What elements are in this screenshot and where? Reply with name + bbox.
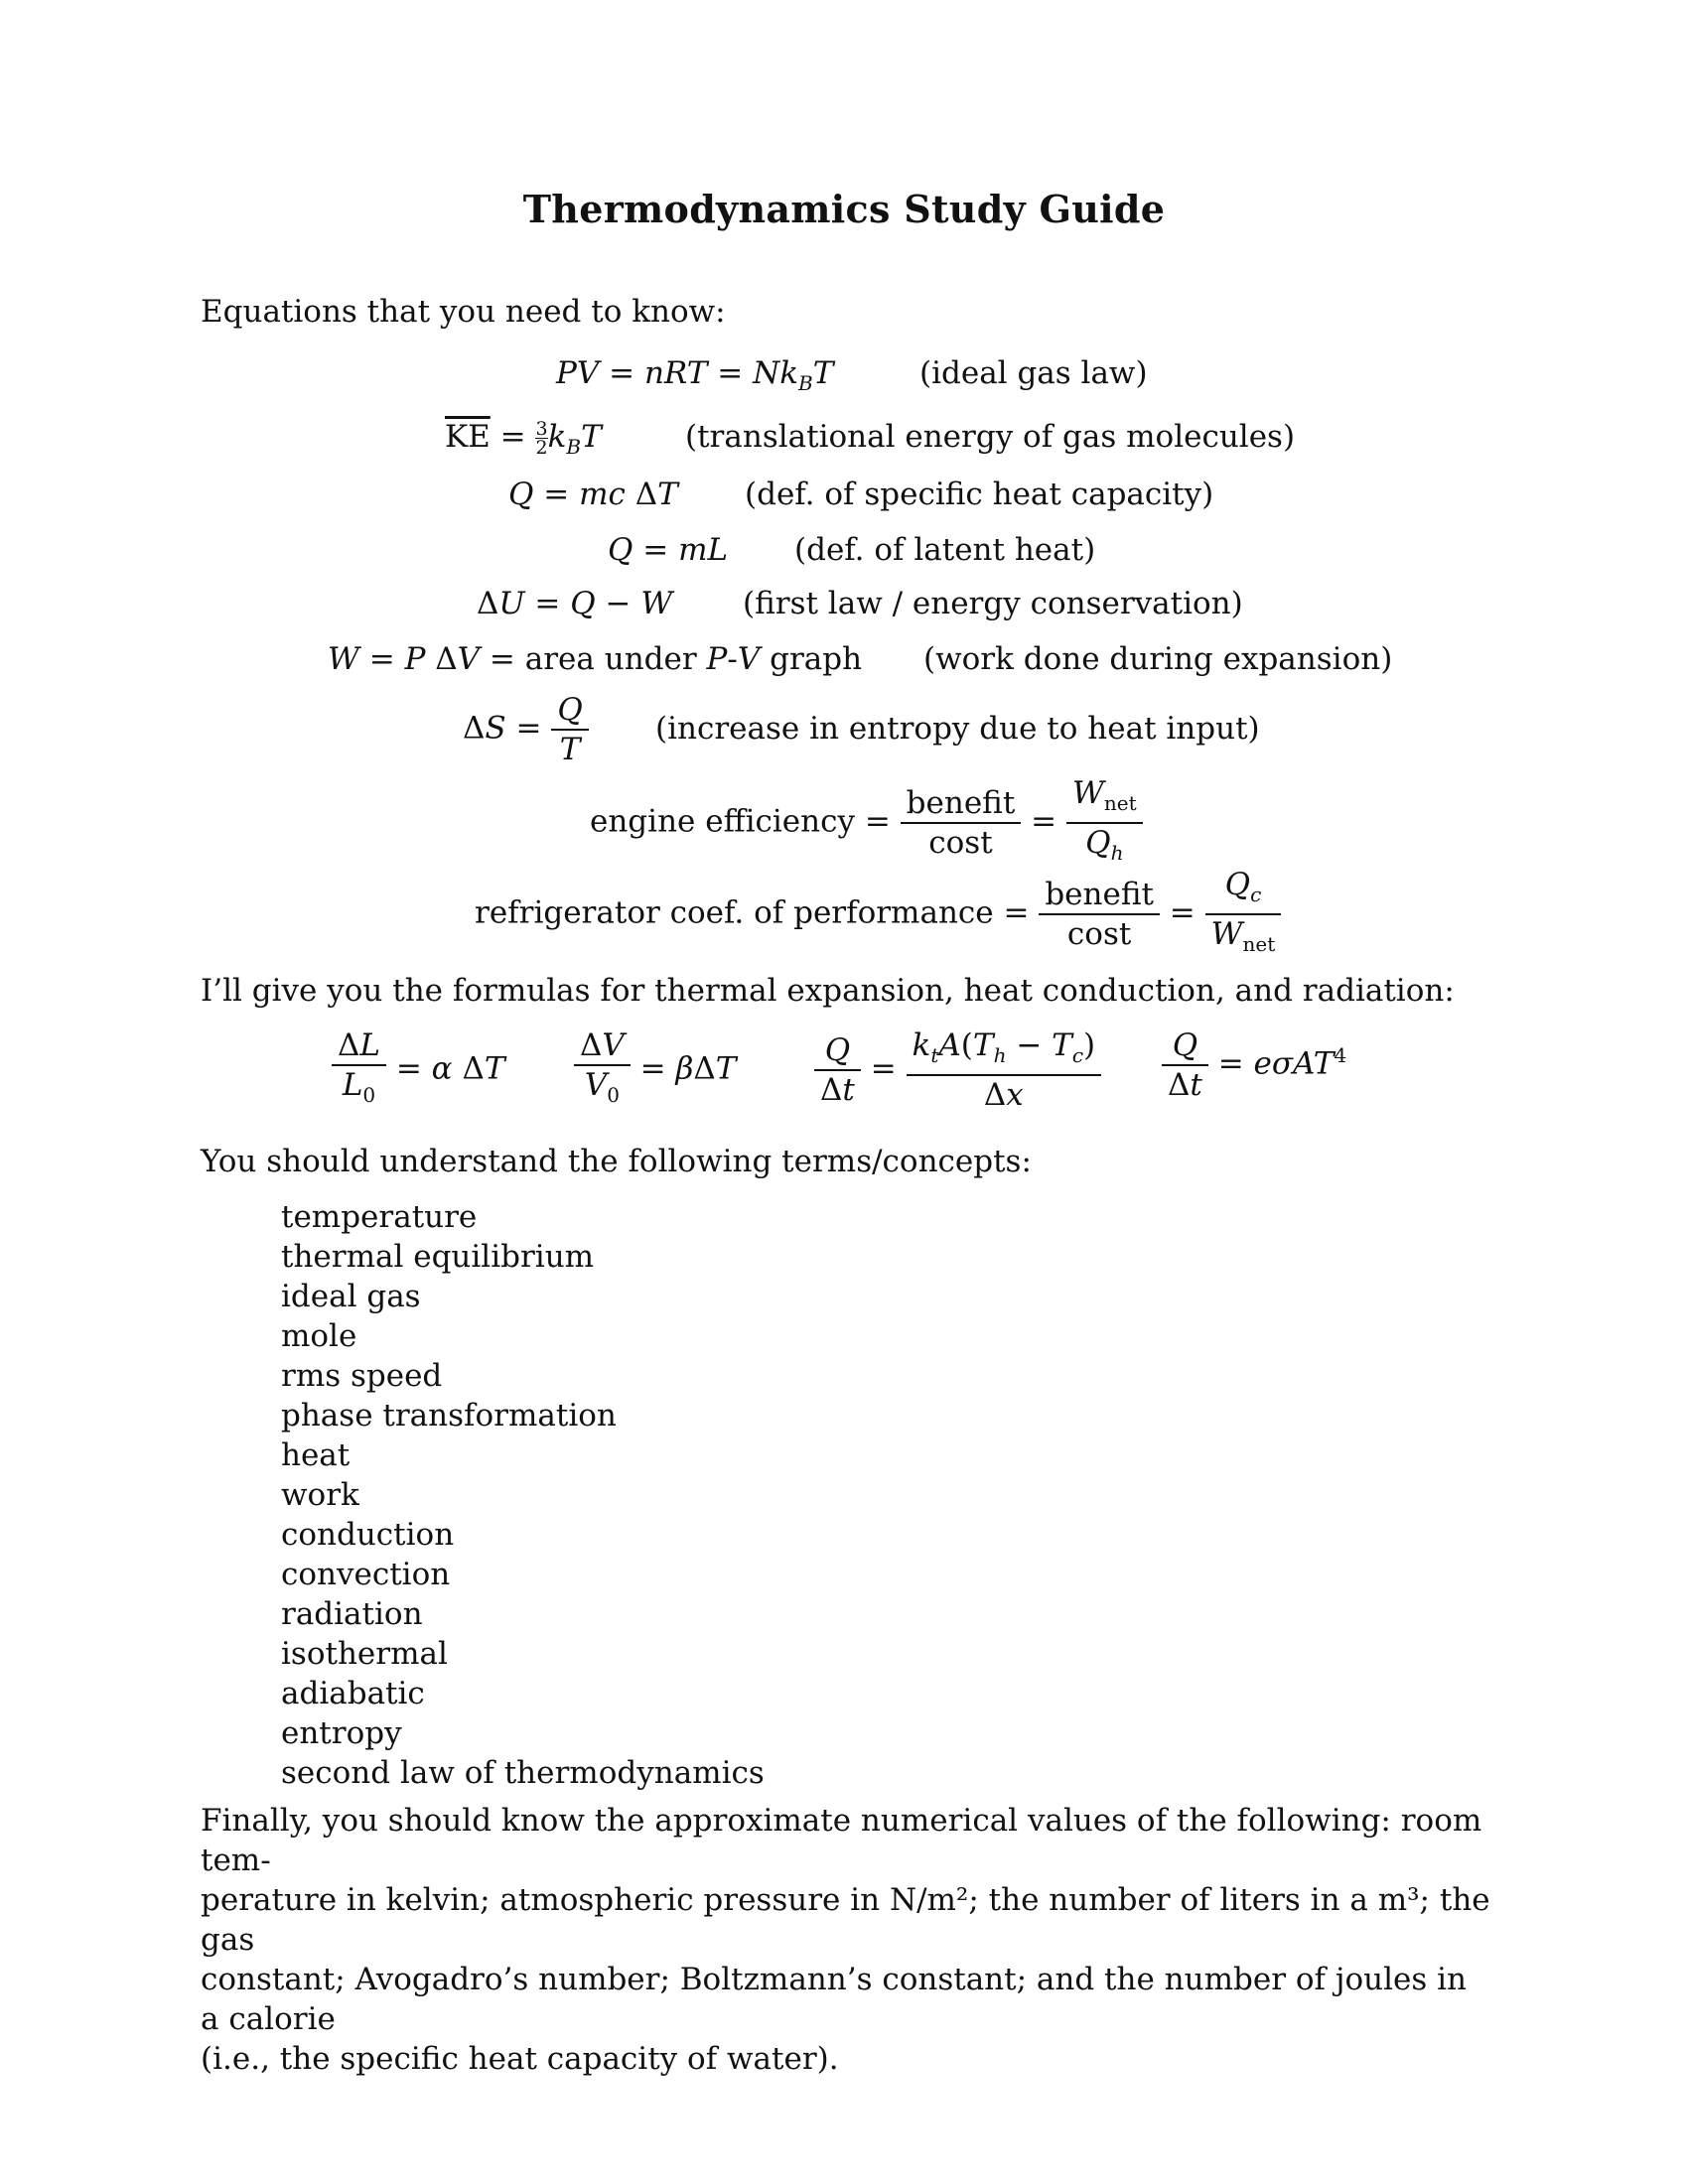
graph-text: graph: [770, 641, 863, 677]
paragraph-line: (i.e., the specific heat capacity of water).: [201, 2041, 839, 2077]
formula-heat-conduction: $\frac{Q}{\Delta t}$ = $\frac{k_tA(T_h - T_c)}{\Delta x}$: [814, 1026, 1101, 1114]
equation-description: (def. of latent heat): [794, 532, 1096, 568]
list-item: isothermal: [281, 1636, 448, 1672]
equation-description: (work done during expansion): [923, 641, 1393, 677]
benefit-text: benefit: [1045, 877, 1154, 913]
cost-text: cost: [1039, 913, 1160, 953]
formula-radiation: $\frac{Q}{\Delta t}$ = eσAT$^4$: [1162, 1026, 1346, 1104]
equation-ideal-gas: PV = nRT = $Nk_BT$: [556, 355, 834, 396]
cost-text: cost: [901, 822, 1022, 862]
list-item: phase transformation: [281, 1398, 617, 1433]
final-paragraph: [201, 1801, 1491, 2079]
list-item: rms speed: [281, 1358, 443, 1394]
equation-refrigerator-cop: refrigerator coef. of performance = $\frac{\text{benefit}}{\cos t}$ = $\frac{Q_c}{W_{net}}$: [475, 866, 1281, 963]
list-item: entropy: [281, 1715, 402, 1751]
list-item: thermal equilibrium: [281, 1239, 595, 1275]
list-item: radiation: [281, 1596, 423, 1632]
formula-linear-expansion: $\frac{\Delta L}{L_0}$ = α ΔT: [332, 1026, 505, 1114]
list-item: convection: [281, 1557, 451, 1592]
list-item: work: [281, 1477, 359, 1513]
benefit-text: benefit: [906, 785, 1016, 822]
equation-description: (def. of specific heat capacity): [745, 477, 1214, 512]
given-formulas-intro: I’ll give you the formulas for thermal expansion, heat conduction, and radiation:: [201, 973, 1455, 1009]
refrigerator-label: refrigerator coef. of performance: [475, 894, 994, 931]
list-item: ideal gas: [281, 1279, 421, 1314]
list-item: temperature: [281, 1199, 478, 1235]
concepts-list: [281, 1197, 765, 1793]
equation-description: (translational energy of gas molecules): [685, 419, 1296, 455]
list-item: second law of thermodynamics: [281, 1755, 765, 1791]
list-item: heat: [281, 1437, 351, 1473]
equation-engine-efficiency: engine efficiency = $\frac{\text{benefit}}{\cos t}$ = $\frac{W_{net}}{Q_h}$: [590, 774, 1143, 872]
equation-work: W = P ΔV = area under P-V graph: [328, 641, 863, 677]
equation-latent-heat: Q = mL: [608, 532, 729, 568]
page-title: Thermodynamics Study Guide: [522, 187, 1166, 231]
engine-efficiency-label: engine efficiency: [590, 803, 855, 840]
equations-intro: Equations that you need to know:: [201, 294, 726, 330]
list-item: mole: [281, 1318, 357, 1354]
paragraph-line: constant; Avogadro’s number; Boltzmann’s constant; and the number of joules in a calorie: [201, 1962, 1467, 2037]
equation-first-law: ΔU = Q − W: [477, 586, 673, 621]
equation-description: (first law / energy conservation): [743, 586, 1243, 621]
formula-volume-expansion: $\frac{\Delta V}{V_0}$ = βΔT: [574, 1026, 736, 1114]
area-under-text: area under: [524, 641, 697, 677]
concepts-intro: You should understand the following terms/concepts:: [201, 1144, 1032, 1179]
paragraph-line: perature in kelvin; atmospheric pressure in N/m²; the number of liters in a m³; the gas: [201, 1882, 1490, 1958]
list-item: conduction: [281, 1517, 455, 1553]
list-item: adiabatic: [281, 1676, 425, 1711]
equation-description: (increase in entropy due to heat input): [655, 711, 1260, 747]
equation-specific-heat: Q = mc ΔT: [508, 477, 678, 512]
equation-kinetic-energy: $\overline{KE}$ = $\frac{3}{2}$ $k_BT$: [445, 418, 602, 460]
equation-description: (ideal gas law): [919, 355, 1148, 391]
paragraph-line: Finally, you should know the approximate numerical values of the following: room tem-: [201, 1803, 1482, 1878]
equation-entropy: ΔS = $\frac{Q}{T}$: [463, 691, 589, 768]
